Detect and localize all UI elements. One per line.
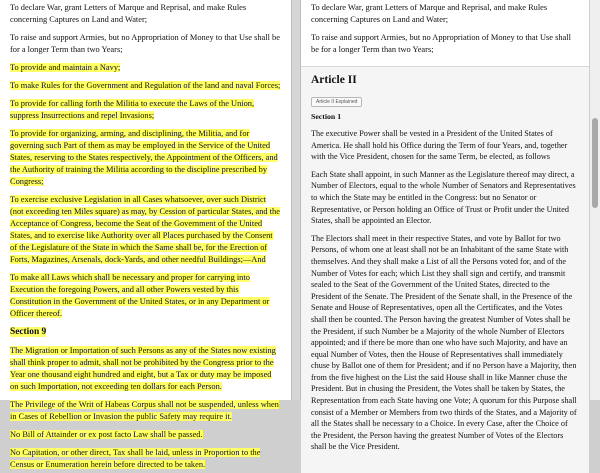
section-9-heading: Section 9 — [10, 327, 47, 337]
article-2-paragraph: Each State shall appoint, in such Manner as the Legislature thereof may direct, a Number of Electors, equal to the whole Number of Senators and Representatives to which the State may be entitled in the Congress: but no Senator or Representative, or Person holding an Office of Trust or Profit under the United States, shall be appointed an Elector. — [311, 169, 576, 226]
article-2-paragraph: The Electors shall meet in their respective States, and vote by Ballot for two Persons, of whom one at least shall not be an Inhabitant of the same State with themselves. And they shall make a List of all the Persons voted for, and of the Number of Votes for each; which List they shall sign and certify, and transmit sealed to the Seat of the Government of the United States, directed to the President of the Senate. The President of the Senate shall, in the Presence of the Senate and House of Representatives, open all the Certificates, and the Votes shall then be counted. The Person having the greatest Number of Votes shall be the President, if such Number be a Majority of the whole Number of Electors appointed; and if there be more than one who have such Majority, and have an equal Number of Votes, then the House of Representatives shall immediately chuse by Ballot one of them for President; and if no Person have a Majority, then from the five highest on the List the said House shall in like Manner chuse the President. But in chusing the President, the Votes shall be taken by States, the Representation from each State having one Vote; A quorum for this Purpose shall consist of a Member or Members from two thirds of the States, and a Majority of all the States shall be necessary to a Choice. In every Case, after the Choice of the President, the Person having the greatest Number of Votes of the Electors shall be the Vice President. — [311, 233, 577, 452]
clause-migration: The Migration or Importation of such Persons as any of the States now existing shall think proper to admit, shall not be prohibited by the Congress prior to the Year one thousand eight hundred and eight, but a Tax or duty may be imposed on such Importation, not exceeding ten dollars for each Person. — [10, 346, 276, 391]
left-document-pane[interactable] — [0, 0, 291, 469]
highlight-mark: To provide and maintain a Navy; — [10, 63, 121, 72]
split-divider-handle[interactable] — [291, 0, 301, 400]
right-clause-armies: To raise and support Armies, but no Appropriation of Money to that Use shall be for a longer Term than two Years; — [311, 33, 571, 54]
clause-necessary-proper: To make all Laws which shall be necessary and proper for carrying into Execution the foregoing Powers, and all other Powers vested by this Constitution in the Government of the United States, or in any Department or Officer thereof. — [10, 273, 270, 318]
clause-capitation: No Capitation, or other direct, Tax shall be laid, unless in Proportion to the Census or Enumeration herein before directed to be taken. — [10, 448, 261, 469]
right-clause-war: To declare War, grant Letters of Marque and Reprisal, and make Rules concerning Captures on Land and Water; — [311, 3, 548, 24]
article-2-paragraph: The executive Power shall be vested in a President of the United States of America. He shall hold his Office during the Term of four Years, and, together with the Vice President, chosen for the same Term, be elected, as follows — [311, 129, 568, 162]
section-1-heading: Section 1 — [311, 112, 342, 121]
article-2-title: Article II — [311, 74, 357, 86]
clause-war: To declare War, grant Letters of Marque and Reprisal, and make Rules concerning Captures on Land and Water; — [10, 3, 247, 24]
clause-militia-calling: To provide for calling forth the Militia to execute the Laws of the Union, suppress Insurrections and repel Invasions; — [10, 99, 255, 120]
article-2-panel — [301, 67, 589, 473]
clause-navy — [10, 62, 281, 74]
clause-habeas-corpus: The Privilege of the Writ of Habeas Corpus shall not be suspended, unless when in Cases of Rebellion or Invasion the public Safety may require it. — [10, 400, 279, 421]
clause-exclusive-legislation: To exercise exclusive Legislation in all Cases whatsoever, over such District (not exceeding ten Miles square) as may, by Cession of particular States, and the Acceptance of Congress, become the Seat of the Government of the United States, and to exercise like Authority over all Places purchased by the Consent of the Legislature of the State in which the Same shall be, for the Erection of Forts, Magazines, Arsenals, dock-Yards, and other needful Buildings;—And — [10, 195, 280, 264]
right-document-pane[interactable] — [301, 0, 589, 452]
right-pane-scrollbar[interactable] — [589, 0, 600, 400]
clause-forces-rules: To make Rules for the Government and Regulation of the land and naval Forces; — [10, 81, 281, 90]
clause-militia-organizing: To provide for organizing, arming, and disciplining, the Militia, and for governing such Part of them as may be employed in the Service of the United States, reserving to the States respectively, the Appointment of the Officers, and the Authority of training the Militia according to the discipline prescribed by Congress; — [10, 129, 278, 186]
article-explained-button[interactable]: Article II Explained — [311, 97, 362, 107]
scrollbar-thumb[interactable] — [592, 118, 598, 208]
clause-armies: To raise and support Armies, but no Appropriation of Money to that Use shall be for a longer Term than two Years; — [10, 33, 280, 54]
clause-attainder: No Bill of Attainder or ex post facto Law shall be passed. — [10, 430, 203, 439]
